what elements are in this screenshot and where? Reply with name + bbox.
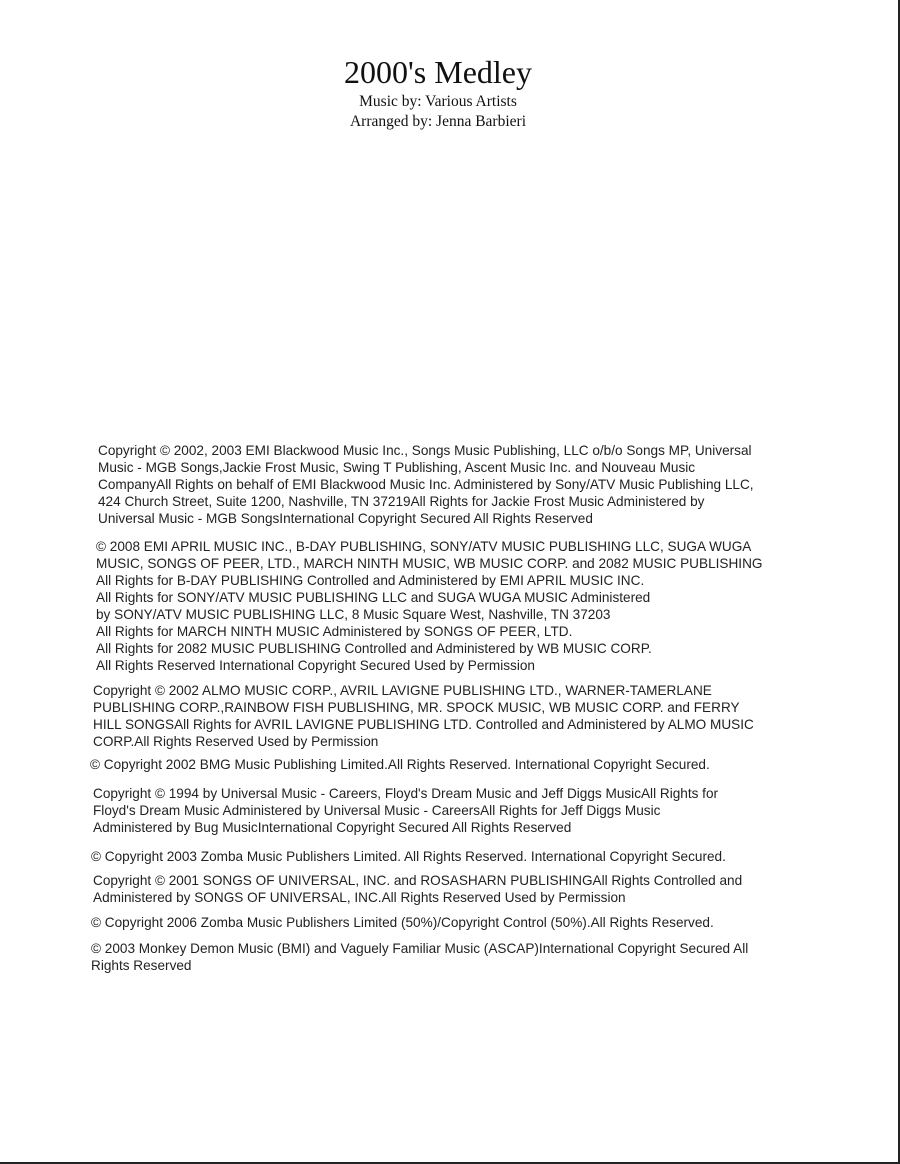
copyright-notice-6: © Copyright 2003 Zomba Music Publishers Limited. All Rights Reserved. International Copyright Secured. <box>91 849 726 864</box>
copyright-notice-8: © Copyright 2006 Zomba Music Publishers Limited (50%)/Copyright Control (50%).All Rights Reserved. <box>91 915 714 930</box>
copyright-notice-5: Copyright © 1994 by Universal Music - Careers, Floyd's Dream Music and Jeff Diggs MusicAll Rights for Floyd's Dream Music Administered by Universal Music - CareersAll Rights for Jeff Diggs Music Administered by Bug MusicInternational Copyright Secured All Rights Reserved <box>93 786 719 835</box>
copyright-notice-9: © 2003 Monkey Demon Music (BMI) and Vaguely Familiar Music (ASCAP)International Copyright Secured All Rights Reserved <box>91 941 749 973</box>
copyright-notice-1: Copyright © 2002, 2003 EMI Blackwood Music Inc., Songs Music Publishing, LLC o/b/o Songs MP, Universal Music - MGB Songs,Jackie Frost Music, Swing T Publishing, Ascent Music Inc. and Nouveau Music CompanyAll Rights on behalf of EMI Blackwood Music Inc. Administered by Sony/ATV Music Publishing LLC, 424 Church Street, Suite 1200, Nashville, TN 37219All Rights for Jackie Frost Music Administered by Universal Music - MGB SongsInternational Copyright Secured All Rights Reserved <box>98 443 754 526</box>
arranged-by-credit: Arranged by: Jenna Barbieri <box>349 113 527 130</box>
music-by-credit: Music by: Various Artists <box>359 93 517 110</box>
page-title: 2000's Medley <box>344 54 532 90</box>
copyright-notice-3: Copyright © 2002 ALMO MUSIC CORP., AVRIL LAVIGNE PUBLISHING LTD., WARNER-TAMERLANE PUBLISHING CORP.,RAINBOW FISH PUBLISHING, MR. SPOCK MUSIC, WB MUSIC CORP. and FERRY HILL SONGSAll Rights for AVRIL LAVIGNE PUBLISHING LTD. Controlled and Administered by ALMO MUSIC CORP.All Rights Reserved Used by Permission <box>93 683 754 749</box>
title-block <box>288 52 588 132</box>
copyright-notice-2: © 2008 EMI APRIL MUSIC INC., B-DAY PUBLISHING, SONY/ATV MUSIC PUBLISHING LLC, SUGA WUGA MUSIC, SONGS OF PEER, LTD., MARCH NINTH MUSIC, WB MUSIC CORP. and 2082 MUSIC PUBLISHING All Rights for B-DAY PUBLISHING Controlled and Administered by EMI APRIL MUSIC INC. All Rights for SONY/ATV MUSIC PUBLISHING LLC and SUGA WUGA MUSIC Administered by SONY/ATV MUSIC PUBLISHING LLC, 8 Music Square West, Nashville, TN 37203 All Rights for MARCH NINTH MUSIC Administered by SONGS OF PEER, LTD. All Rights for 2082 MUSIC PUBLISHING Controlled and Administered by WB MUSIC CORP. All Rights Reserved International Copyright Secured Used by Permission <box>96 539 763 673</box>
copyright-notice-4: © Copyright 2002 BMG Music Publishing Limited.All Rights Reserved. International Copyright Secured. <box>90 757 710 772</box>
copyright-notice-7: Copyright © 2001 SONGS OF UNIVERSAL, INC. and ROSASHARN PUBLISHINGAll Rights Controlled and Administered by SONGS OF UNIVERSAL, INC.All Rights Reserved Used by Permission <box>93 873 743 905</box>
